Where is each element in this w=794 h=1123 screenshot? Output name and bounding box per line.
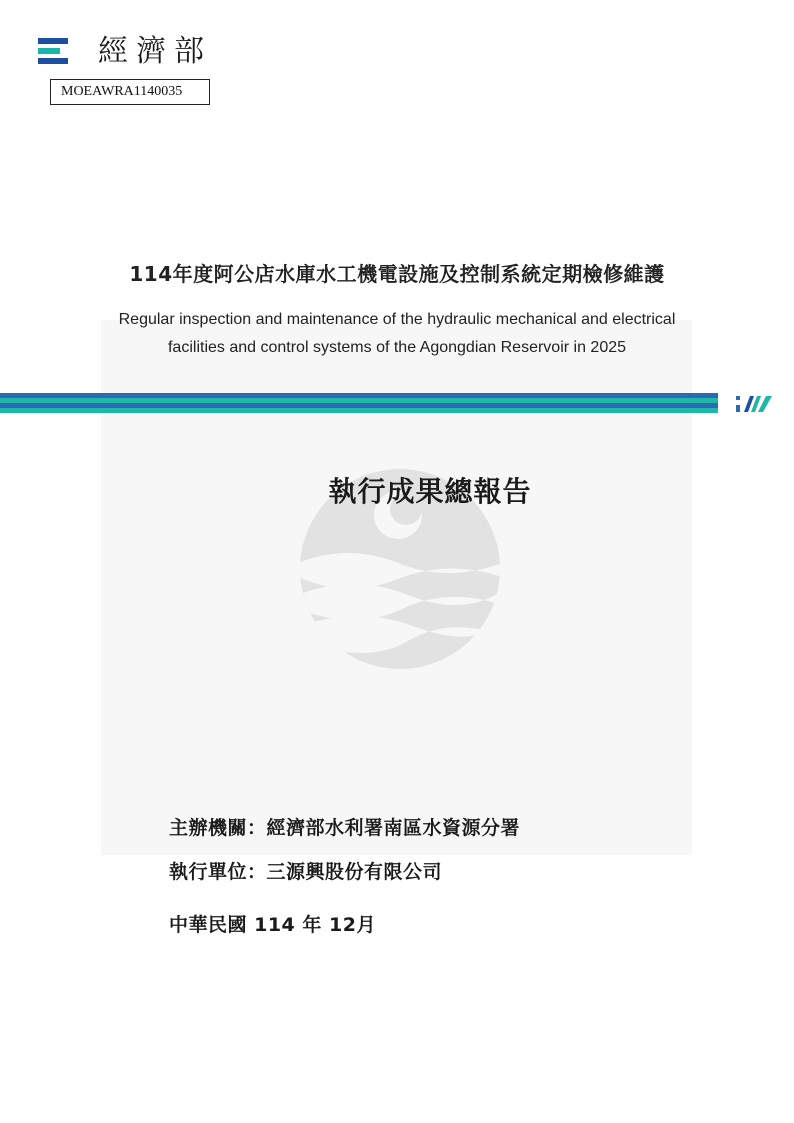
project-title-zh: 114年度阿公店水庫水工機電設施及控制系統定期檢修維護 bbox=[129, 262, 665, 286]
project-title-en bbox=[90, 306, 704, 362]
report-date: 中華民國 114 年 12月 bbox=[169, 914, 376, 936]
executor-line: 執行單位：三源興股份有限公司 bbox=[169, 861, 443, 883]
organizer-line: 主辦機關：經濟部水利署南區水資源分署 bbox=[169, 817, 521, 839]
ministry-stripes-icon bbox=[38, 36, 68, 68]
decorative-band bbox=[0, 393, 718, 413]
agency-name: 經濟部 bbox=[98, 34, 212, 69]
report-title: 執行成果總報告 bbox=[328, 475, 532, 508]
agency-logo bbox=[38, 34, 212, 70]
project-title-en-line1: Regular inspection and maintenance of the hydraulic mechanical and electrical bbox=[118, 311, 676, 328]
company-logo-icon bbox=[736, 394, 774, 414]
project-title-en-line2: facilities and control systems of the Agongdian Reservoir in 2025 bbox=[167, 339, 627, 356]
document-code: MOEAWRA1140035 bbox=[50, 79, 210, 105]
